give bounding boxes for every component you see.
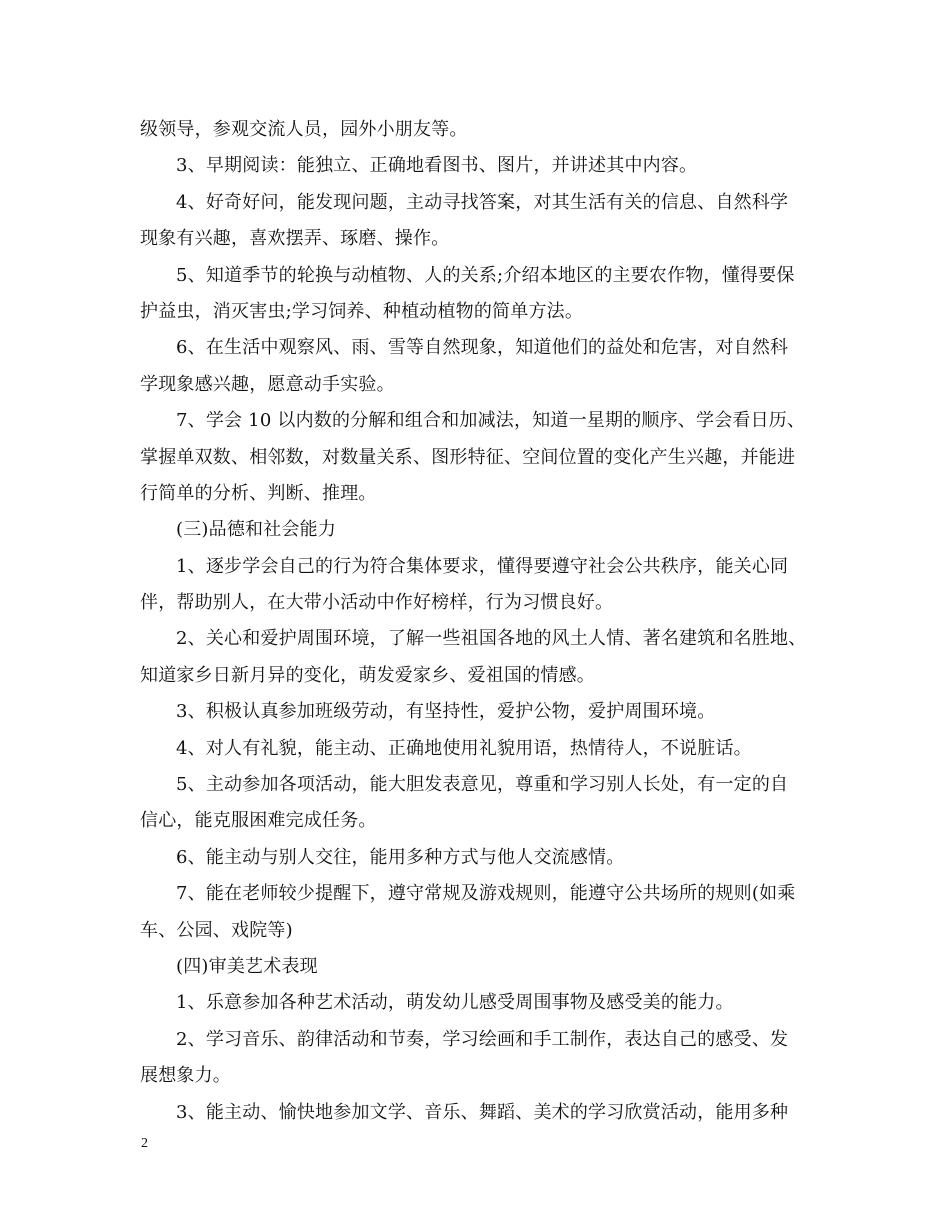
text-line: 知道家乡日新月异的变化，萌发爱家乡、爱祖国的情感。 — [140, 664, 595, 686]
text-line: 5、知道季节的轮换与动植物、人的关系;介绍本地区的主要农作物，懂得要保 — [176, 264, 795, 286]
document-body — [140, 112, 830, 1131]
text-line: 3、能主动、愉快地参加文学、音乐、舞蹈、美术的学习欣赏活动，能用多种 — [176, 1101, 789, 1123]
text-line: 3、积极认真参加班级劳动，有坚持性，爱护公物，爱护周围环境。 — [176, 701, 716, 723]
text-line: 6、能主动与别人交往，能用多种方式与他人交流感情。 — [176, 846, 625, 868]
text-line: 2、学习音乐、韵律活动和节奏，学习绘画和手工制作，表达自己的感受、发 — [176, 1028, 789, 1050]
text-line: 3、早期阅读：能独立、正确地看图书、图片，并讲述其中内容。 — [176, 155, 698, 177]
text-line: 伴，帮助别人，在大带小活动中作好榜样，行为习惯良好。 — [140, 592, 614, 614]
text-line: 掌握单双数、相邻数，对数量关系、图形特征、空间位置的变化产生兴趣，并能进 — [140, 446, 796, 468]
text-line: 1、逐步学会自己的行为符合集体要求，懂得要遵守社会公共秩序，能关心同 — [176, 555, 789, 577]
text-line: 7、学会 10 以内数的分解和组合和加减法，知道一星期的顺序、学会看日历、 — [176, 410, 806, 432]
text-line: 学现象感兴趣，愿意动手实验。 — [140, 373, 395, 395]
text-line: (四)审美艺术表现 — [176, 955, 318, 977]
text-line: 7、能在老师较少提醒下，遵守常规及游戏规则，能遵守公共场所的规则(如乘 — [176, 883, 796, 905]
text-line: 级领导，参观交流人员，园外小朋友等。 — [140, 119, 468, 140]
text-line: 行简单的分析、判断、推理。 — [140, 482, 377, 504]
text-line: 6、在生活中观察风、雨、雪等自然现象，知道他们的益处和危害，对自然科 — [176, 337, 789, 359]
text-line: 信心，能克服困难完成任务。 — [140, 810, 377, 832]
text-line: (三)品德和社会能力 — [176, 519, 337, 541]
text-line: 1、乐意参加各种艺术活动，萌发幼儿感受周围事物及感受美的能力。 — [176, 992, 734, 1014]
text-line: 5、主动参加各项活动，能大胆发表意见，尊重和学习别人长处，有一定的自 — [176, 774, 789, 796]
text-line: 4、对人有礼貌，能主动、正确地使用礼貌用语，热情待人，不说脏话。 — [176, 737, 752, 759]
text-line: 车、公园、戏院等) — [140, 919, 293, 941]
text-line: 4、好奇好问，能发现问题，主动寻找答案，对其生活有关的信息、自然科学 — [176, 191, 789, 213]
text-line: 展想象力。 — [140, 1065, 231, 1087]
text-line: 2、关心和爱护周围环境，了解一些祖国各地的风土人情、著名建筑和名胜地、 — [176, 628, 807, 650]
text-line: 护益虫，消灭害虫;学习饲养、种植动植物的简单方法。 — [140, 300, 584, 322]
text-line: 现象有兴趣，喜欢摆弄、琢磨、操作。 — [140, 228, 450, 250]
page-number: 2 — [141, 1136, 148, 1151]
